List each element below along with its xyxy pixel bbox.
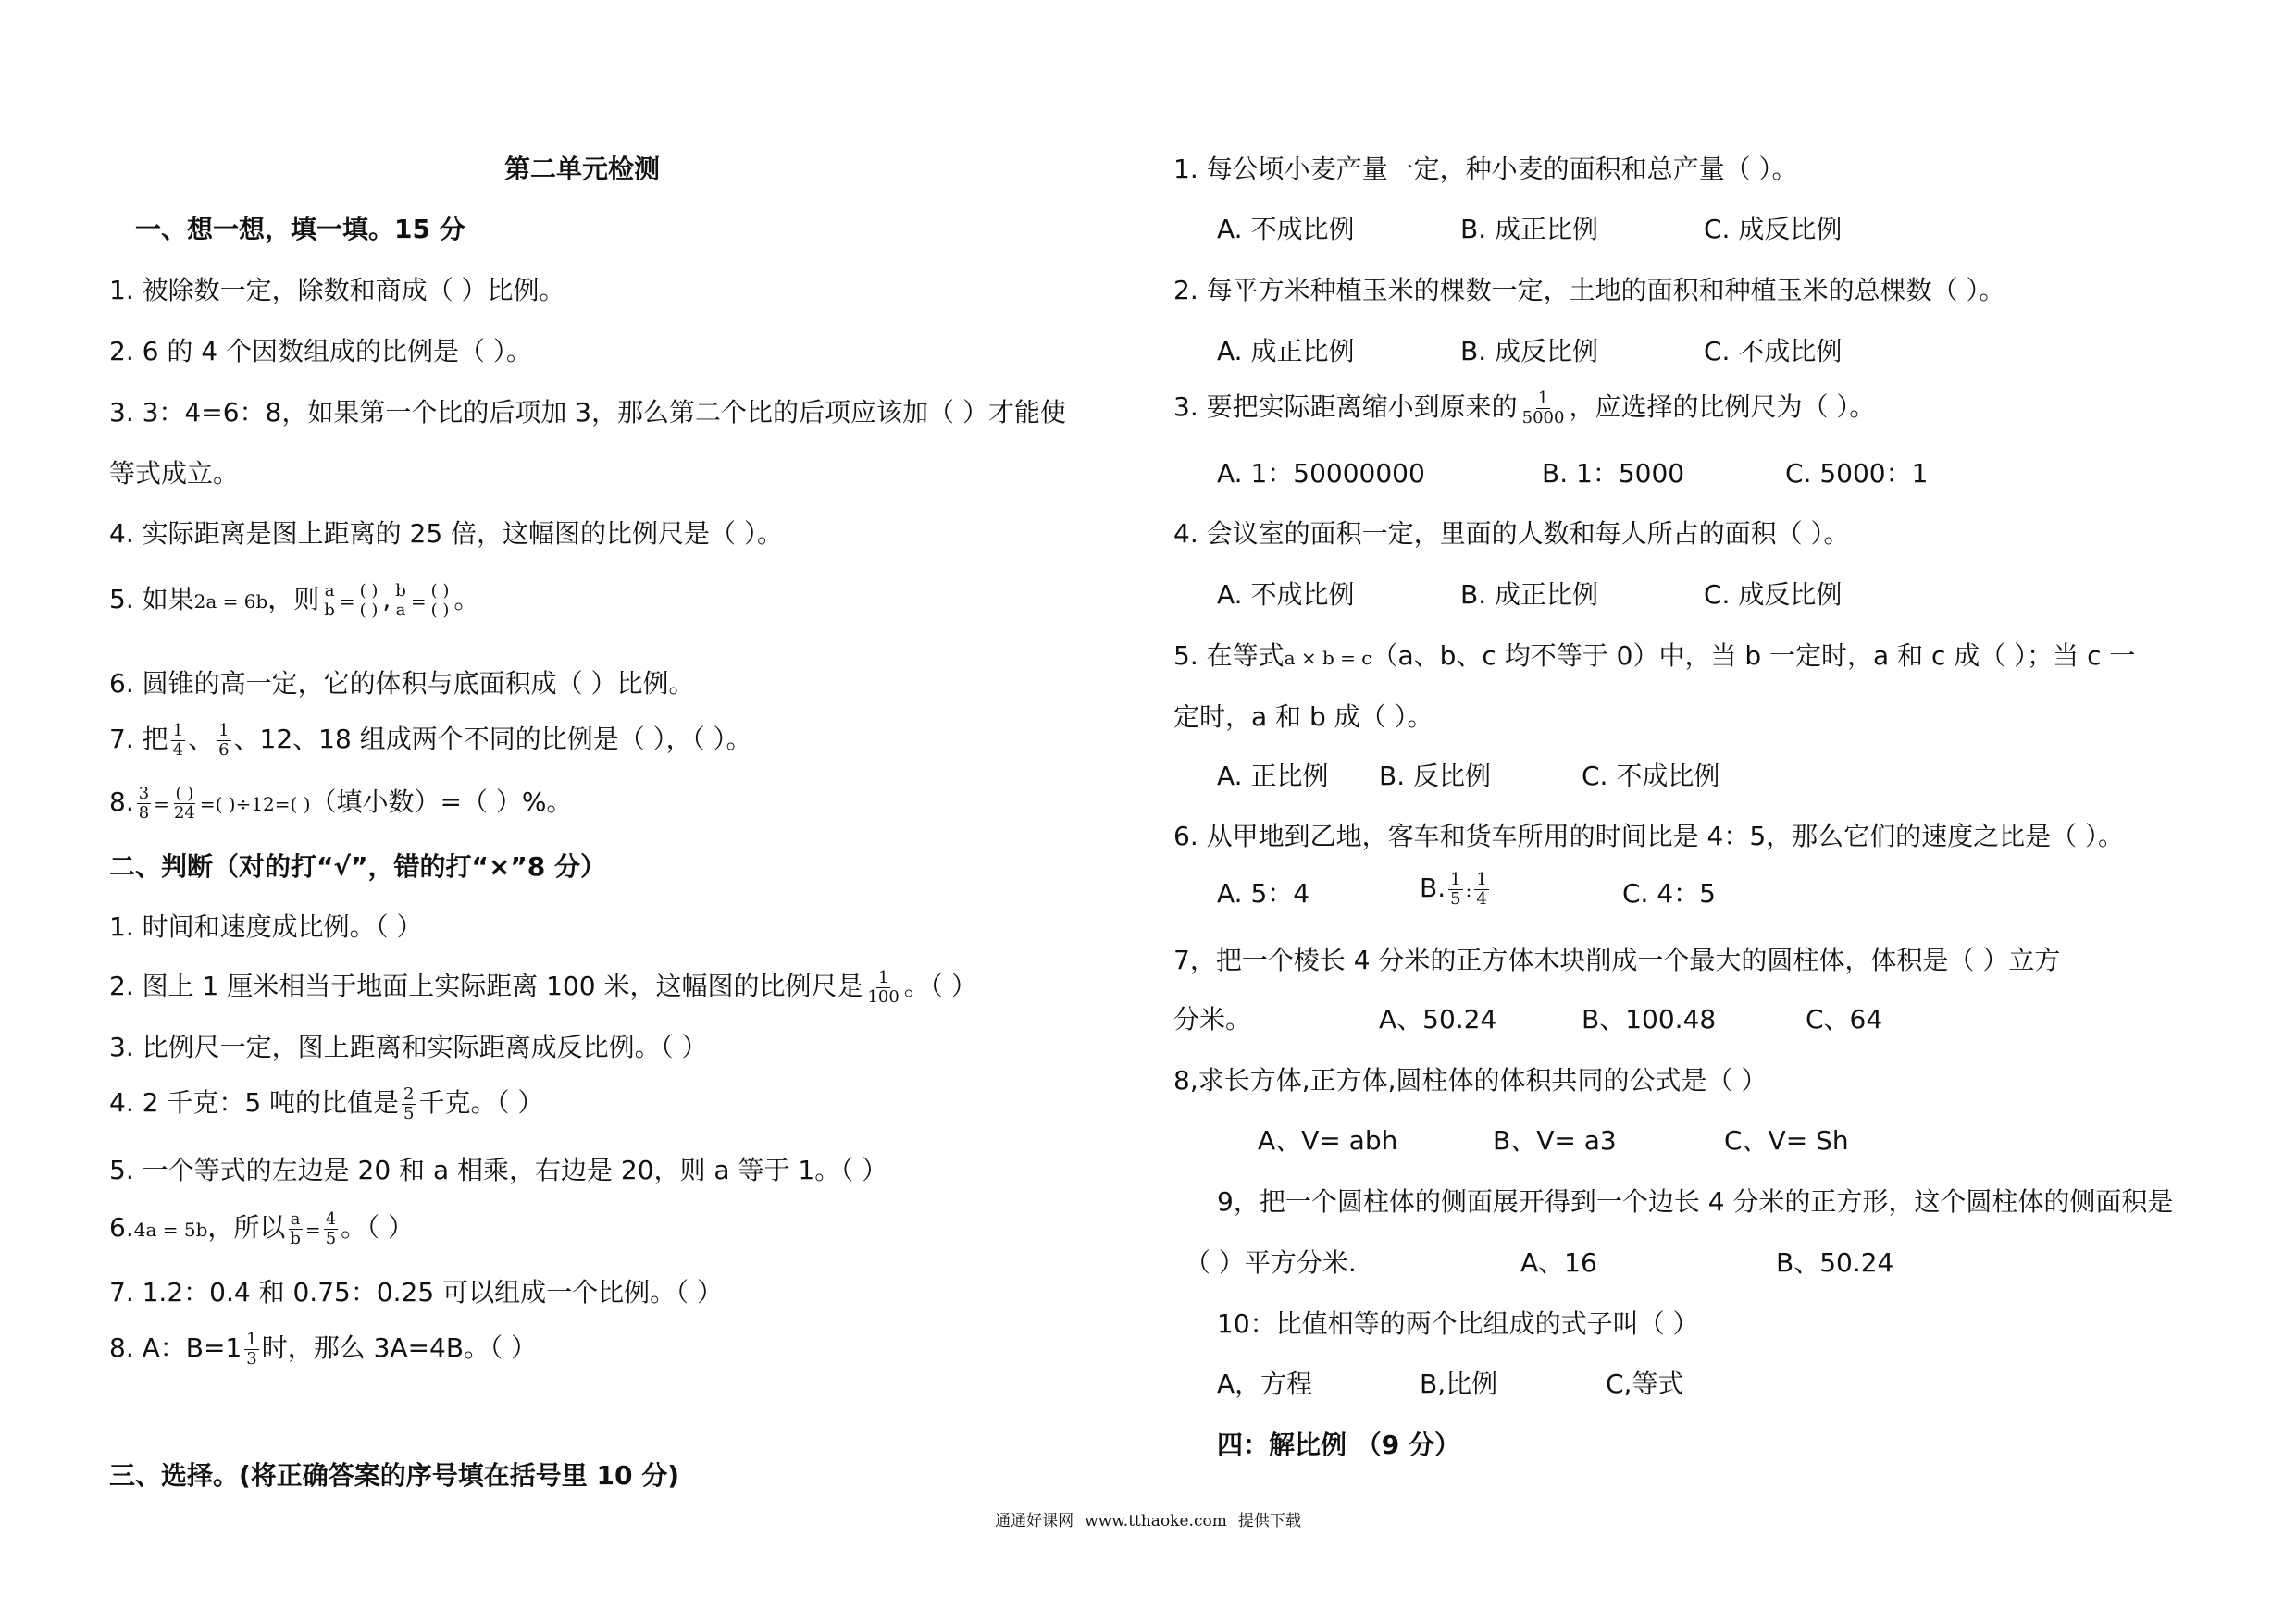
choice-5-option-c: C. 不成比例 xyxy=(1582,761,1720,791)
q8-end: 时，那么 3A=4B。（ ） xyxy=(261,1332,537,1363)
footer-site-name: 通通好课网 xyxy=(995,1512,1074,1530)
judge-question-8 xyxy=(109,1330,537,1369)
choice-1-option-a: A. 不成比例 xyxy=(1217,214,1355,244)
fraction-denominator: 5000 xyxy=(1521,407,1565,427)
q8-rest: （填小数）=（ ）%。 xyxy=(310,787,573,817)
q7-fraction-1-4 xyxy=(171,722,185,760)
fill-question-6: 6. 圆锥的高一定，它的体积与底面积成（ ）比例。 xyxy=(109,668,695,699)
fraction-denominator: 8 xyxy=(138,802,150,823)
choice-question-10: 10：比值相等的两个比组成的式子叫（ ） xyxy=(1217,1308,1699,1339)
fill-question-2: 2. 6 的 4 个因数组成的比例是（ ）。 xyxy=(109,336,532,366)
q8-fraction-3-8 xyxy=(137,785,151,823)
fill-question-3: 3. 3：4=6：8，如果第一个比的后项加 3，那么第二个比的后项应该加（ ）才能使 xyxy=(109,397,1066,427)
q6-mid: ，所以 xyxy=(207,1212,286,1243)
choice-8-option-b: B、V= a3 xyxy=(1493,1125,1617,1156)
fraction-numerator: a xyxy=(290,1208,301,1229)
q6-fraction-a-b xyxy=(288,1210,303,1248)
fraction-numerator: ( ) xyxy=(430,580,450,601)
choice-9-option-a: A、16 xyxy=(1520,1247,1597,1278)
fraction-numerator: 2 xyxy=(403,1084,415,1104)
choice-5-option-a: A. 正比例 xyxy=(1217,761,1329,791)
fill-question-4: 4. 实际距离是图上距离的 25 倍，这幅图的比例尺是（ ）。 xyxy=(109,518,783,549)
colon: : xyxy=(1465,879,1472,901)
q4-text: 4. 2 千克：5 吨的比值是 xyxy=(109,1087,400,1118)
separator: , xyxy=(382,584,391,614)
page-title: 第二单元检测 xyxy=(504,154,661,184)
judge-question-3: 3. 比例尺一定，图上距离和实际距离成反比例。（ ） xyxy=(109,1032,708,1062)
choice-10-option-b: B,比例 xyxy=(1420,1369,1498,1399)
choice-6-option-c: C. 4：5 xyxy=(1622,878,1716,909)
q5-prefix: 5. 在等式 xyxy=(1173,640,1285,671)
fraction-numerator: 1 xyxy=(1476,869,1487,889)
fill-question-5 xyxy=(109,581,479,620)
choice-6-option-b xyxy=(1420,870,1492,909)
section-4-heading: 四：解比例 （9 分） xyxy=(1217,1430,1460,1460)
judge-question-1: 1. 时间和速度成比例。（ ） xyxy=(109,911,423,942)
q8-text: 8. A：B=1 xyxy=(109,1332,242,1363)
choice-7-option-b: B、100.48 xyxy=(1582,1004,1717,1035)
section-1-heading: 一、想一想，填一填。15 分 xyxy=(135,214,465,244)
choice-5-option-b: B. 反比例 xyxy=(1379,761,1492,791)
q7-prefix: 7. 把 xyxy=(109,724,168,754)
fraction-denominator: ( ) xyxy=(430,600,450,620)
fill-question-3-continued: 等式成立。 xyxy=(109,458,240,489)
choice-8-option-a: A、V= abh xyxy=(1258,1125,1398,1156)
fraction-numerator: 1 xyxy=(1450,869,1461,889)
choice-4-option-c: C. 成反比例 xyxy=(1704,579,1843,610)
choice-question-2: 2. 每平方米种植玉米的棵数一定，土地的面积和种植玉米的总棵数（ ）。 xyxy=(1173,275,2005,305)
q8-blank-fraction xyxy=(172,785,197,823)
choice-2-option-a: A. 成正比例 xyxy=(1217,336,1355,366)
q4-fraction-2-5 xyxy=(402,1085,416,1123)
fraction-denominator: 6 xyxy=(218,739,230,760)
choice-8-option-c: C、V= Sh xyxy=(1724,1125,1849,1156)
choice-question-7-continued: 分米。 xyxy=(1173,1004,1252,1035)
q5-blank-fraction-1 xyxy=(358,582,380,620)
fraction-numerator: 1 xyxy=(172,720,184,740)
choice-3-option-a: A. 1：50000000 xyxy=(1217,458,1425,489)
fraction-numerator: ( ) xyxy=(175,783,194,803)
choice-1-option-b: B. 成正比例 xyxy=(1460,214,1599,244)
choice-question-7: 7，把一个棱长 4 分米的正方体木块削成一个最大的圆柱体，体积是（ ）立方 xyxy=(1173,945,2061,975)
judge-question-2 xyxy=(109,968,977,1007)
judge-question-4 xyxy=(109,1084,543,1123)
fraction-denominator: b xyxy=(290,1228,301,1248)
equals-sign: = xyxy=(154,793,169,815)
fraction-denominator: 4 xyxy=(172,739,184,760)
q5-mid: ，则 xyxy=(267,584,320,614)
fraction-denominator: 3 xyxy=(246,1348,257,1369)
fraction-numerator: 1 xyxy=(246,1329,257,1349)
judge-question-7: 7. 1.2：0.4 和 0.75：0.25 可以组成一个比例。（ ） xyxy=(109,1277,723,1307)
q8-fraction-1-3 xyxy=(244,1331,258,1369)
q2-text: 2. 图上 1 厘米相当于地面上实际距离 100 米，这幅图的比例尺是 xyxy=(109,971,863,1001)
q6-prefix: 6. xyxy=(109,1212,134,1243)
q3-text: 3. 要把实际距离缩小到原来的 xyxy=(1173,391,1518,422)
q5-equation: 2a = 6b xyxy=(193,590,268,613)
option-b-fraction-1-5 xyxy=(1448,871,1462,909)
choice-question-4: 4. 会议室的面积一定，里面的人数和每人所占的面积（ ）。 xyxy=(1173,518,1850,549)
q6-end: 。（ ） xyxy=(341,1212,415,1243)
section-3-heading: 三、选择。(将正确答案的序号填在括号里 10 分) xyxy=(109,1460,680,1491)
fraction-denominator: 24 xyxy=(173,802,195,823)
choice-7-option-c: C、64 xyxy=(1806,1004,1883,1035)
q8-prefix: 8. xyxy=(109,787,134,817)
choice-4-option-a: A. 不成比例 xyxy=(1217,579,1355,610)
q3-end: ，应选择的比例尺为（ ）。 xyxy=(1569,391,1876,422)
q7-fraction-1-6 xyxy=(217,722,230,760)
q5-prefix: 5. 如果 xyxy=(109,584,194,614)
fraction-numerator: 1 xyxy=(218,720,230,740)
choice-question-1: 1. 每公顷小麦产量一定，种小麦的面积和总产量（ ）。 xyxy=(1173,154,1798,184)
q2-fraction-1-100 xyxy=(865,969,900,1007)
q5-fraction-a-b xyxy=(322,582,337,620)
q5-blank-fraction-2 xyxy=(429,582,452,620)
q5-end: 。 xyxy=(453,584,480,614)
choice-3-option-b: B. 1：5000 xyxy=(1542,458,1685,489)
fraction-denominator: 5 xyxy=(1450,888,1461,909)
fraction-numerator: 1 xyxy=(1537,388,1549,408)
choice-10-option-c: C,等式 xyxy=(1606,1369,1684,1399)
fraction-numerator: b xyxy=(395,580,406,601)
q3-fraction-1-5000 xyxy=(1520,390,1567,427)
footer-url: www.tthaoke.com xyxy=(1085,1512,1227,1530)
fraction-denominator: a xyxy=(395,600,406,620)
fraction-denominator: 5 xyxy=(325,1228,337,1248)
fraction-numerator: 3 xyxy=(138,783,150,803)
choice-7-option-a: A、50.24 xyxy=(1379,1004,1497,1035)
choice-2-option-b: B. 成反比例 xyxy=(1460,336,1599,366)
equals-sign: = xyxy=(304,1219,321,1241)
section-2-heading: 二、判断（对的打“√”，错的打“×”8 分） xyxy=(109,851,606,882)
choice-3-option-c: C. 5000：1 xyxy=(1785,458,1929,489)
choice-question-3 xyxy=(1173,389,1875,427)
choice-question-9-continued: （ ）平方分米. xyxy=(1185,1247,1357,1278)
choice-2-option-c: C. 不成比例 xyxy=(1704,336,1843,366)
q8-division-blanks: =( )÷12=( ) xyxy=(199,793,311,815)
q6-fraction-4-5 xyxy=(324,1210,338,1248)
choice-4-option-b: B. 成正比例 xyxy=(1460,579,1599,610)
choice-question-9: 9，把一个圆柱体的侧面展开得到一个边长 4 分米的正方形，这个圆柱体的侧面积是 xyxy=(1217,1186,2174,1217)
choice-question-5-continued: 定时，a 和 b 成（ ）。 xyxy=(1173,701,1433,732)
fraction-denominator: 5 xyxy=(403,1103,415,1123)
fraction-denominator: 100 xyxy=(867,986,900,1007)
fraction-denominator: b xyxy=(324,600,335,620)
choice-question-8: 8,求长方体,正方体,圆柱体的体积共同的公式是（ ） xyxy=(1173,1065,1768,1096)
q5-fraction-b-a xyxy=(393,582,408,620)
judge-question-5: 5. 一个等式的左边是 20 和 a 相乘，右边是 20，则 a 等于 1。（ ） xyxy=(109,1155,888,1185)
fill-question-1: 1. 被除数一定，除数和商成（ ）比例。 xyxy=(109,275,565,305)
q2-end: 。（ ） xyxy=(903,971,977,1001)
fraction-numerator: 1 xyxy=(877,967,889,987)
judge-question-6 xyxy=(109,1209,414,1248)
fraction-numerator: ( ) xyxy=(359,580,379,601)
fill-question-8 xyxy=(109,784,572,823)
choice-6-option-a: A. 5：4 xyxy=(1217,878,1310,909)
choice-question-6: 6. 从甲地到乙地，客车和货车所用的时间比是 4：5，那么它们的速度之比是（ ）。 xyxy=(1173,821,2125,851)
separator: 、 xyxy=(188,724,215,754)
equals-sign: = xyxy=(339,590,355,613)
choice-1-option-c: C. 成反比例 xyxy=(1704,214,1843,244)
fill-question-7 xyxy=(109,721,752,760)
option-b-label: B. xyxy=(1420,873,1446,903)
fraction-numerator: a xyxy=(324,580,335,601)
q6-equation: 4a = 5b xyxy=(133,1219,208,1241)
equals-sign: = xyxy=(410,590,427,613)
choice-9-option-b: B、50.24 xyxy=(1776,1247,1894,1278)
choice-question-5 xyxy=(1173,638,2135,676)
q4-end: 千克。（ ） xyxy=(418,1087,544,1118)
q7-rest: 、12、18 组成两个不同的比例是（ ），（ ）。 xyxy=(233,724,752,754)
q5-equation: a × b = c xyxy=(1284,647,1372,669)
footer-note: 提供下载 xyxy=(1237,1512,1301,1530)
fraction-denominator: 4 xyxy=(1476,888,1487,909)
choice-10-option-a: A，方程 xyxy=(1217,1369,1313,1399)
q5-rest: （a、b、c 均不等于 0）中，当 b 一定时，a 和 c 成（ ）；当 c 一 xyxy=(1371,640,2136,671)
fraction-numerator: 4 xyxy=(325,1208,337,1229)
option-b-fraction-1-4 xyxy=(1474,871,1488,909)
page-footer xyxy=(0,1510,2296,1532)
fraction-denominator: ( ) xyxy=(359,600,379,620)
